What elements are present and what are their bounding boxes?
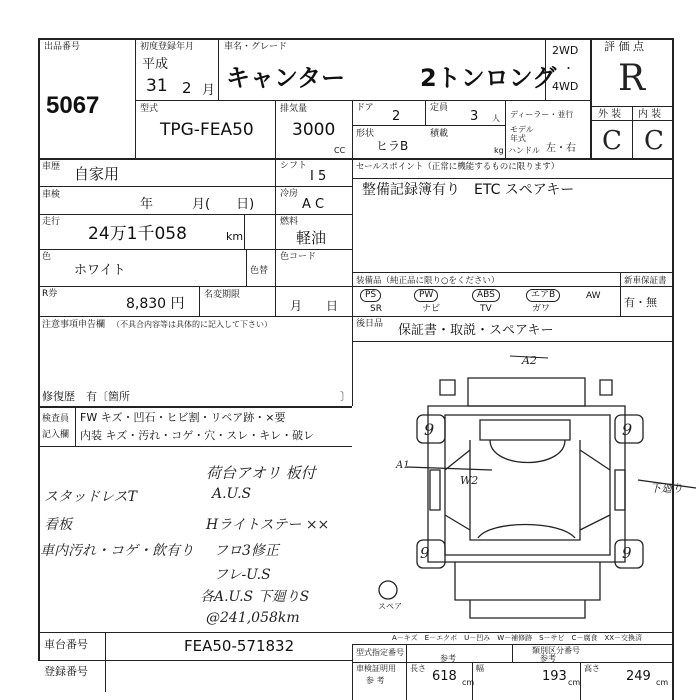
displacement: 3000	[292, 120, 336, 140]
history-label: 車歴	[42, 162, 61, 172]
color-label: 色	[42, 252, 52, 262]
color-value: ホワイト	[74, 263, 126, 278]
equip-navi: ナビ	[422, 304, 441, 314]
length-label: 長さ	[410, 664, 426, 673]
listing-number-label: 出品番号	[44, 42, 81, 52]
diagram-underside: 下廻り	[650, 482, 683, 495]
ac-label: 冷房	[280, 189, 299, 199]
reg-month-unit: 月	[202, 83, 216, 98]
diagram-a2: A2	[522, 354, 537, 367]
tire-fl: 9	[424, 420, 435, 439]
chassis-label: 車台番号	[44, 638, 88, 651]
rating-value: R	[618, 58, 646, 99]
later-items: 保証書・取説・スペアキー	[398, 323, 554, 338]
check-label-1: 検査員	[42, 414, 70, 424]
check-row-1: FW キズ・凹石・ヒビ割・リペア跡・×要	[80, 411, 286, 424]
mileage-value: 24万1千058	[88, 224, 187, 244]
inspection-value: 年 月( 日)	[140, 197, 255, 212]
car-name: キャンター	[226, 64, 346, 92]
ref-label-1: 参考	[440, 654, 456, 663]
length-value: 618	[432, 669, 457, 684]
drive-2wd: 2WD	[552, 44, 579, 57]
check-row-2: 内装 キズ・汚れ・コゲ・穴・スレ・キレ・破レ	[80, 429, 315, 442]
notes-sub-label: （不具合内容等は具体的に記入して下さい）	[112, 320, 272, 329]
load-label: 積載	[430, 129, 449, 139]
history-value: 自家用	[74, 165, 120, 183]
color-code-label: 色コード	[280, 252, 317, 262]
car-name-label: 車名・グレード	[224, 42, 288, 52]
equip-ps: PS	[360, 289, 381, 302]
type-spec-label: 型式指定番号	[356, 648, 404, 657]
exterior-label: 外 装	[598, 109, 622, 120]
repair-history: 修復歴 有〔箇所	[42, 390, 130, 403]
shift-value: I 5	[310, 169, 327, 184]
later-items-label: 後日品	[356, 319, 384, 329]
equip-airbag: エアB	[526, 289, 560, 302]
equipment-label: 装備品（純正品に限り○をください）	[356, 276, 500, 286]
interior-label: 内 装	[638, 109, 662, 120]
ac-value: A C	[302, 197, 325, 212]
handle-value: 左・右	[546, 143, 576, 154]
chassis-number: FEA50-571832	[184, 637, 295, 655]
grade: 2トンロング	[420, 64, 557, 92]
width-value: 193	[542, 669, 567, 684]
interior-grade: C	[644, 126, 664, 156]
notes-label: 注意事項申告欄	[42, 320, 106, 330]
check-label-2: 記入欄	[42, 430, 70, 440]
model-year-label: モデル 年式	[510, 125, 534, 143]
name-change-value: 月 日	[290, 299, 339, 313]
cert-label: 車検証明用	[356, 664, 396, 673]
fuel-value: 軽油	[296, 229, 327, 247]
selling-points: 整備記録簿有り ETC スペアキー	[362, 182, 575, 198]
length-unit: cm	[462, 678, 475, 687]
ref-label-2: 参考	[540, 654, 556, 663]
class-number-label: 類別区分番号	[532, 646, 580, 655]
tire-rr: 9	[622, 544, 632, 562]
model-code: TPG-FEA50	[160, 120, 254, 140]
exterior-grade: C	[602, 126, 622, 156]
hw-right-5: 各A.U.S 下廻りS	[200, 589, 310, 605]
load-unit: kg	[494, 146, 504, 155]
drive-dot: ・	[563, 62, 574, 75]
hw-left-2: 看板	[44, 517, 72, 533]
capacity: 3	[470, 109, 479, 124]
displacement-label: 排気量	[280, 104, 308, 114]
damage-legend: A－キズ E－エクボ U－凹み W－補修跡 S－サビ C－腐食 XX－交換済	[392, 634, 643, 642]
equip-gawa: ガワ	[532, 304, 551, 314]
door-label: ドア	[356, 103, 374, 113]
hw-right-2: Hライトステー ××	[206, 517, 330, 533]
height-unit: cm	[656, 678, 669, 687]
height-label: 高さ	[584, 664, 600, 673]
door-count: 2	[392, 109, 401, 124]
mileage-label: 走行	[42, 217, 61, 227]
hw-left-1: スタッドレスT	[44, 489, 137, 505]
tire-fr: 9	[622, 420, 633, 439]
cc-unit: CC	[334, 146, 346, 155]
warranty-value: 有・無	[624, 296, 657, 309]
equip-pw: PW	[414, 289, 438, 302]
recycle-value: 8,830 円	[126, 296, 185, 312]
shift-label: シフト	[280, 161, 308, 171]
first-registration-label: 初度登録年月	[140, 42, 195, 52]
hw-left-3: 車内汚れ・コゲ・飲有り	[40, 543, 194, 559]
drive-4wd: 4WD	[552, 80, 579, 93]
warranty-label: 新車保証書	[624, 276, 667, 286]
reg-month: 2	[182, 79, 192, 97]
equip-aw: AW	[586, 291, 601, 301]
name-change-label: 名変期限	[204, 290, 241, 300]
shape-label: 形状	[356, 129, 375, 139]
hw-right-1: A.U.S	[212, 486, 252, 502]
diagram-w2: W2	[460, 474, 479, 487]
tire-rl: 9	[420, 544, 430, 562]
rating-label: 評 価 点	[604, 40, 644, 53]
capacity-unit: 人	[492, 114, 500, 123]
inspection-label: 車検	[42, 190, 61, 200]
equip-tv: TV	[480, 304, 492, 314]
hw-right-3: フロ3修正	[214, 543, 279, 559]
reg-year: 31	[146, 76, 168, 96]
ref-label-3: 参 考	[366, 676, 385, 685]
equip-sr: SR	[370, 304, 382, 314]
hw-right-6: @241,058km	[206, 610, 300, 626]
era: 平成	[142, 57, 169, 72]
dealer-label: ディーラー・並行	[510, 110, 574, 119]
km-unit: km	[226, 230, 244, 243]
equip-abs: ABS	[472, 289, 500, 302]
capacity-label: 定員	[430, 103, 449, 113]
color-change-label: 色替	[250, 266, 269, 276]
spare-label: スペア	[378, 602, 402, 611]
recycle-label: R券	[42, 289, 58, 299]
diagram-a1: A1	[396, 460, 410, 471]
hw-right-4: フレ-U.S	[214, 567, 271, 583]
fuel-label: 燃料	[280, 217, 299, 227]
width-label: 幅	[476, 664, 484, 673]
shape: ヒラB	[376, 139, 409, 153]
model-label: 型式	[140, 104, 159, 114]
repair-end: 〕	[340, 390, 351, 403]
listing-number: 5067	[46, 92, 100, 119]
registration-label: 登録番号	[44, 665, 88, 678]
height-value: 249	[626, 669, 651, 684]
hw-line-1: 荷台アオリ 板付	[206, 464, 316, 482]
selling-points-label: セールスポイント（正常に機能するものに限ります）	[356, 162, 560, 172]
handle-label: ハンドル	[508, 146, 540, 155]
width-unit: cm	[568, 678, 581, 687]
